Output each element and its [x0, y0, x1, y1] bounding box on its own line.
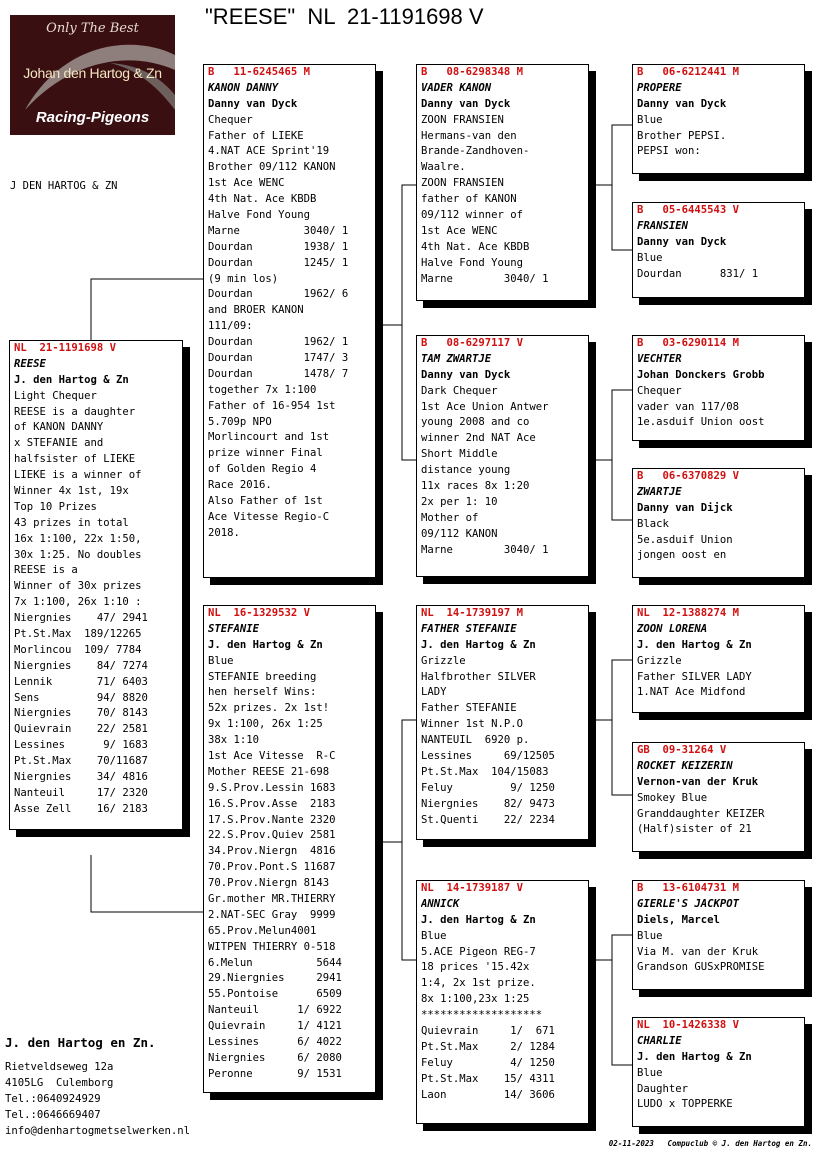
- logo-name: Johan den Hartog & Zn: [23, 65, 162, 81]
- breeder-name: Danny van Dyck: [637, 235, 727, 248]
- ring-number: B 11-6245465 M: [208, 66, 311, 78]
- box-text-line: Laon 14/ 3606: [421, 1088, 555, 1101]
- box-text-line: Quievrain 22/ 2581: [14, 723, 148, 736]
- ring-number: NL 14-1739187 V: [421, 882, 524, 894]
- ring-number: B 13-6104731 M: [637, 882, 740, 894]
- box-text-line: STEFANIE breeding: [208, 670, 317, 683]
- box-text-line: Niergnies 84/ 7274: [14, 659, 148, 672]
- box-text-line: x STEFANIE and: [14, 437, 104, 450]
- breeder-name: Danny van Dijck: [637, 501, 733, 514]
- box-text-line: Marne 3040/ 1: [421, 272, 549, 285]
- box-text-line: PEPSI won:: [637, 145, 701, 158]
- box-text-line: Grandson GUSxPROMISE: [637, 961, 765, 974]
- pigeon-name: PROPERE: [637, 81, 682, 94]
- box-text-line: Sens 94/ 8820: [14, 691, 148, 704]
- pedigree-box-sss: [632, 64, 805, 174]
- box-text-line: Pt.St.Max 104/15083: [421, 765, 549, 778]
- box-text-line: Halve Fond Young: [208, 209, 311, 222]
- box-text-line: ZOON FRANSIEN: [421, 177, 504, 190]
- box-text-line: Dourdan 1478/ 7: [208, 367, 349, 380]
- box-text-line: ZOON FRANSIEN: [421, 113, 504, 126]
- box-text-line: 1st Ace WENC: [421, 224, 498, 237]
- box-text-line: Halfbrother SILVER: [421, 670, 536, 683]
- ring-number: NL 21-1191698 V: [14, 342, 117, 354]
- breeder-name: Danny van Dyck: [421, 97, 511, 110]
- box-text-line: LIEKE is a winner of: [14, 469, 142, 482]
- box-text-line: 2018.: [208, 526, 240, 539]
- pigeon-name: TAM ZWARTJE: [421, 352, 492, 365]
- ring-number: B 03-6290114 M: [637, 337, 740, 349]
- box-text-line: Dourdan 831/ 1: [637, 267, 759, 280]
- box-text-line: Smokey Blue: [637, 791, 708, 804]
- box-text-line: Blue: [208, 654, 234, 667]
- box-text-line: Niergnies 34/ 4816: [14, 771, 148, 784]
- box-text-line: Mother of: [421, 511, 479, 524]
- box-text-line: Pt.St.Max 2/ 1284: [421, 1040, 555, 1053]
- box-text-line: 70.Prov.Niergn 8143: [208, 877, 330, 890]
- box-text-line: 6.Melun 5644: [208, 956, 342, 969]
- box-text-line: 1.NAT Ace Midfond: [637, 686, 746, 699]
- box-text-line: Dourdan 1962/ 1: [208, 336, 349, 349]
- box-text-line: 8x 1:100,23x 1:25: [421, 993, 530, 1006]
- box-text-line: Brande-Zandhoven-: [421, 145, 530, 158]
- box-text-line: Ace Vitesse Regio-C: [208, 510, 330, 523]
- box-text-line: Dourdan 1962/ 6: [208, 288, 349, 301]
- footer-phone-2: Tel.:0646669407: [5, 1109, 101, 1121]
- pigeon-name: VECHTER: [637, 352, 682, 365]
- breeder-name: Danny van Dyck: [421, 368, 511, 381]
- box-text-line: 2.NAT-SEC Gray 9999: [208, 908, 336, 921]
- box-text-line: 65.Prov.Melun4001: [208, 924, 317, 937]
- breeder-name: Diels, Marcel: [637, 913, 720, 926]
- box-text-line: Lennik 71/ 6403: [14, 675, 148, 688]
- box-text-line: 1e.asduif Union oost: [637, 416, 765, 429]
- box-text-line: 2x per 1: 10: [421, 495, 498, 508]
- box-text-line: LADY: [421, 686, 447, 699]
- box-text-line: Mother REESE 21-698: [208, 765, 330, 778]
- box-text-line: WITPEN THIERRY 0-518: [208, 940, 336, 953]
- box-text-line: Nanteuil 17/ 2320: [14, 786, 148, 799]
- box-text-line: Lessines 6/ 4022: [208, 1036, 342, 1049]
- pedigree-box-sire-dam: [416, 335, 589, 577]
- box-text-line: Blue: [637, 113, 663, 126]
- box-text-line: Pt.St.Max 70/11687: [14, 755, 148, 768]
- pigeon-name: STEFANIE: [208, 622, 260, 635]
- box-text-line: Dark Chequer: [421, 384, 498, 397]
- box-text-line: Feluy 4/ 1250: [421, 1056, 555, 1069]
- box-text-line: LUDO x TOPPERKE: [637, 1098, 733, 1111]
- pedigree-box-dam: [203, 605, 376, 1093]
- box-text-line: Nanteuil 1/ 6922: [208, 1004, 342, 1017]
- ring-number: NL 10-1426338 V: [637, 1019, 740, 1031]
- box-text-line: Niergnies 82/ 9473: [421, 797, 555, 810]
- box-text-line: Pt.St.Max 189/12265: [14, 628, 142, 641]
- box-text-line: father of KANON: [421, 193, 517, 206]
- pedigree-box-sds: [632, 335, 805, 441]
- box-text-line: Black: [637, 517, 669, 530]
- ring-number: NL 14-1739197 M: [421, 607, 524, 619]
- box-text-line: young 2008 and co: [421, 416, 530, 429]
- box-text-line: Peronne 9/ 1531: [208, 1067, 342, 1080]
- pedigree-box-dss: [632, 605, 805, 713]
- footer-address: Rietveldseweg 12a: [5, 1061, 114, 1073]
- box-text-line: 9.S.Prov.Lessin 1683: [208, 781, 336, 794]
- box-text-line: Chequer: [637, 384, 682, 397]
- box-text-line: 5e.asduif Union: [637, 533, 733, 546]
- ring-number: NL 12-1388274 M: [637, 607, 740, 619]
- breeder-name: Johan Donckers Grobb: [637, 368, 765, 381]
- ring-number: B 08-6297117 V: [421, 337, 524, 349]
- ring-number: B 06-6370829 V: [637, 470, 740, 482]
- box-text-line: 52x prizes. 2x 1st!: [208, 702, 330, 715]
- box-text-line: Niergnies 70/ 8143: [14, 707, 148, 720]
- footer-phone-1: Tel.:0640924929: [5, 1093, 101, 1105]
- ring-number: NL 16-1329532 V: [208, 607, 311, 619]
- pedigree-box-sire: [203, 64, 376, 578]
- box-text-line: Morlincourt and 1st: [208, 431, 330, 444]
- box-text-line: 9x 1:100, 26x 1:25: [208, 718, 323, 731]
- box-text-line: 38x 1:10: [208, 734, 260, 747]
- footer-city: 4105LG Culemborg: [5, 1077, 114, 1089]
- box-text-line: Father of LIEKE: [208, 129, 304, 142]
- box-text-line: 1:4, 2x 1st prize.: [421, 977, 536, 990]
- ring-number: B 08-6298348 M: [421, 66, 524, 78]
- box-text-line: prize winner Final: [208, 447, 323, 460]
- box-text-line: Morlincou 109/ 7784: [14, 643, 142, 656]
- box-text-line: 1st Ace WENC: [208, 177, 285, 190]
- logo-tagline: Racing-Pigeons: [35, 109, 150, 126]
- box-text-line: 5.709p NPO: [208, 415, 272, 428]
- box-text-line: halfsister of LIEKE: [14, 453, 136, 466]
- breeder-name: J. den Hartog & Zn: [14, 373, 129, 386]
- box-text-line: Niergnies 6/ 2080: [208, 1051, 342, 1064]
- box-text-line: Hermans-van den: [421, 129, 517, 142]
- box-text-line: Gr.mother MR.THIERRY: [208, 893, 336, 906]
- box-text-line: 29.Niergnies 2941: [208, 972, 342, 985]
- box-text-line: 16.S.Prov.Asse 2183: [208, 797, 336, 810]
- ring-number: GB 09-31264 V: [637, 744, 727, 756]
- box-text-line: *******************: [421, 1009, 543, 1022]
- pedigree-box-dam-sire: [416, 605, 589, 840]
- breeder-name: J. den Hartog & Zn: [637, 1050, 752, 1063]
- box-text-line: of Golden Regio 4: [208, 463, 317, 476]
- box-text-line: 111/09:: [208, 320, 253, 333]
- box-text-line: distance young: [421, 464, 511, 477]
- pedigree-box-sire-sire: [416, 64, 589, 301]
- breeder-name: J. den Hartog & Zn: [421, 913, 536, 926]
- pedigree-box-sdd: [632, 468, 805, 578]
- ring-number: B 05-6445543 V: [637, 204, 740, 216]
- box-text-line: Daughter: [637, 1082, 689, 1095]
- box-text-line: Light Chequer: [14, 389, 97, 402]
- box-text-line: Top 10 Prizes: [14, 500, 97, 513]
- box-text-line: 30x 1:25. No doubles: [14, 548, 142, 561]
- box-text-line: Race 2016.: [208, 479, 272, 492]
- box-text-line: Quievrain 1/ 671: [421, 1025, 555, 1038]
- box-text-line: 18 prices '15.42x: [421, 961, 530, 974]
- box-text-line: 43 prizes in total: [14, 516, 129, 529]
- pedigree-box-ddd: [632, 1017, 805, 1127]
- box-text-line: Father SILVER LADY: [637, 670, 752, 683]
- box-text-line: together 7x 1:100: [208, 383, 317, 396]
- box-text-line: 70.Prov.Pont.S 11687: [208, 861, 336, 874]
- box-text-line: Dourdan 1747/ 3: [208, 352, 349, 365]
- pedigree-box-dds: [632, 880, 805, 990]
- pedigree-box-ssd: [632, 202, 805, 298]
- breeder-name: J. den Hartog & Zn: [637, 638, 752, 651]
- pigeon-name: ZOON LORENA: [637, 622, 708, 635]
- pigeon-name: ROCKET KEIZERIN: [637, 759, 733, 772]
- box-text-line: 22.S.Prov.Quiev 2581: [208, 829, 336, 842]
- box-text-line: vader van 117/08: [637, 400, 740, 413]
- box-text-line: Dourdan 1245/ 1: [208, 256, 349, 269]
- box-text-line: St.Quenti 22/ 2234: [421, 813, 555, 826]
- box-text-line: Brother PEPSI.: [637, 129, 727, 142]
- pigeon-name: REESE: [14, 357, 46, 370]
- pigeon-name: GIERLE'S JACKPOT: [637, 897, 740, 910]
- box-text-line: NANTEUIL 6920 p.: [421, 734, 530, 747]
- box-text-line: of KANON DANNY: [14, 421, 104, 434]
- pigeon-name: CHARLIE: [637, 1034, 682, 1047]
- box-text-line: Waalre.: [421, 161, 466, 174]
- box-text-line: Lessines 9/ 1683: [14, 739, 148, 752]
- box-text-line: Pt.St.Max 15/ 4311: [421, 1072, 555, 1085]
- box-text-line: Via M. van der Kruk: [637, 945, 759, 958]
- box-text-line: 4th Nat. Ace KBDB: [208, 193, 317, 206]
- box-text-line: 34.Prov.Niergn 4816: [208, 845, 336, 858]
- box-text-line: 4.NAT ACE Sprint'19: [208, 145, 330, 158]
- pedigree-box-subject: [9, 340, 183, 830]
- box-text-line: REESE is a: [14, 564, 78, 577]
- ring-number: B 06-6212441 M: [637, 66, 740, 78]
- pedigree-box-dsd: [632, 742, 805, 852]
- box-text-line: (Half)sister of 21: [637, 823, 752, 836]
- box-text-line: 5.ACE Pigeon REG-7: [421, 945, 536, 958]
- box-text-line: 11x races 8x 1:20: [421, 480, 530, 493]
- footer-owner-name: J. den Hartog en Zn.: [5, 1035, 156, 1050]
- box-text-line: Asse Zell 16/ 2183: [14, 802, 148, 815]
- box-text-line: Brother 09/112 KANON: [208, 161, 336, 174]
- box-text-line: Blue: [637, 929, 663, 942]
- box-text-line: 1st Ace Vitesse R-C: [208, 750, 336, 763]
- footer-email: info@denhartogmetselwerken.nl: [5, 1125, 190, 1137]
- box-text-line: 09/112 KANON: [421, 527, 498, 540]
- box-text-line: 1st Ace Union Antwer: [421, 400, 549, 413]
- box-text-line: Feluy 9/ 1250: [421, 781, 555, 794]
- box-text-line: Dourdan 1938/ 1: [208, 240, 349, 253]
- box-text-line: 55.Pontoise 6509: [208, 988, 342, 1001]
- box-text-line: REESE is a daughter: [14, 405, 136, 418]
- box-text-line: Winner 1st N.P.O: [421, 718, 524, 731]
- breeder-name: Vernon-van der Kruk: [637, 775, 759, 788]
- pigeon-name: ZWARTJE: [637, 485, 682, 498]
- logo-slogan: Only The Best: [46, 21, 139, 36]
- box-text-line: Father of 16-954 1st: [208, 399, 336, 412]
- box-text-line: Chequer: [208, 113, 253, 126]
- box-text-line: winner 2nd NAT Ace: [421, 432, 536, 445]
- box-text-line: Niergnies 47/ 2941: [14, 612, 148, 625]
- owner-label: J DEN HARTOG & ZN: [10, 180, 118, 192]
- breeder-name: J. den Hartog & Zn: [421, 638, 536, 651]
- pedigree-box-dam-dam: [416, 880, 589, 1124]
- box-text-line: Granddaughter KEIZER: [637, 807, 765, 820]
- box-text-line: 4th Nat. Ace KBDB: [421, 240, 530, 253]
- box-text-line: 17.S.Prov.Nante 2320: [208, 813, 336, 826]
- box-text-line: Grizzle: [421, 654, 466, 667]
- box-text-line: (9 min los): [208, 272, 279, 285]
- pigeon-name: ANNICK: [421, 897, 460, 910]
- box-text-line: Father STEFANIE: [421, 702, 517, 715]
- box-text-line: Blue: [637, 251, 663, 264]
- box-text-line: Marne 3040/ 1: [208, 224, 349, 237]
- breeder-name: Danny van Dyck: [208, 97, 298, 110]
- box-text-line: Lessines 69/12505: [421, 750, 555, 763]
- box-text-line: Blue: [637, 1066, 663, 1079]
- breeder-name: J. den Hartog & Zn: [208, 638, 323, 651]
- breeder-name: Danny van Dyck: [637, 97, 727, 110]
- box-text-line: Marne 3040/ 1: [421, 543, 549, 556]
- page-title: "REESE" NL 21-1191698 V: [205, 4, 484, 29]
- box-text-line: 09/112 winner of: [421, 209, 524, 222]
- box-text-line: Winner 4x 1st, 19x: [14, 485, 129, 498]
- box-text-line: Grizzle: [637, 654, 682, 667]
- pigeon-name: KANON DANNY: [208, 81, 279, 94]
- box-text-line: jongen oost en: [637, 549, 727, 562]
- box-text-line: Also Father of 1st: [208, 495, 323, 508]
- box-text-line: 7x 1:100, 26x 1:10 :: [14, 596, 142, 609]
- box-text-line: Quievrain 1/ 4121: [208, 1020, 342, 1033]
- box-text-line: Halve Fond Young: [421, 256, 524, 269]
- box-text-line: Blue: [421, 929, 447, 942]
- pigeon-name: FRANSIEN: [637, 219, 689, 232]
- box-text-line: hen herself Wins:: [208, 686, 317, 699]
- box-text-line: 16x 1:100, 22x 1:50,: [14, 532, 142, 545]
- box-text-line: Winner of 30x prizes: [14, 580, 142, 593]
- box-text-line: and BROER KANON: [208, 304, 304, 317]
- footer-credit: 02-11-2023 Compuclub © J. den Hartog en Zn.: [608, 1139, 812, 1148]
- pigeon-name: FATHER STEFANIE: [421, 622, 517, 635]
- pigeon-name: VADER KANON: [421, 81, 492, 94]
- box-text-line: Short Middle: [421, 448, 498, 461]
